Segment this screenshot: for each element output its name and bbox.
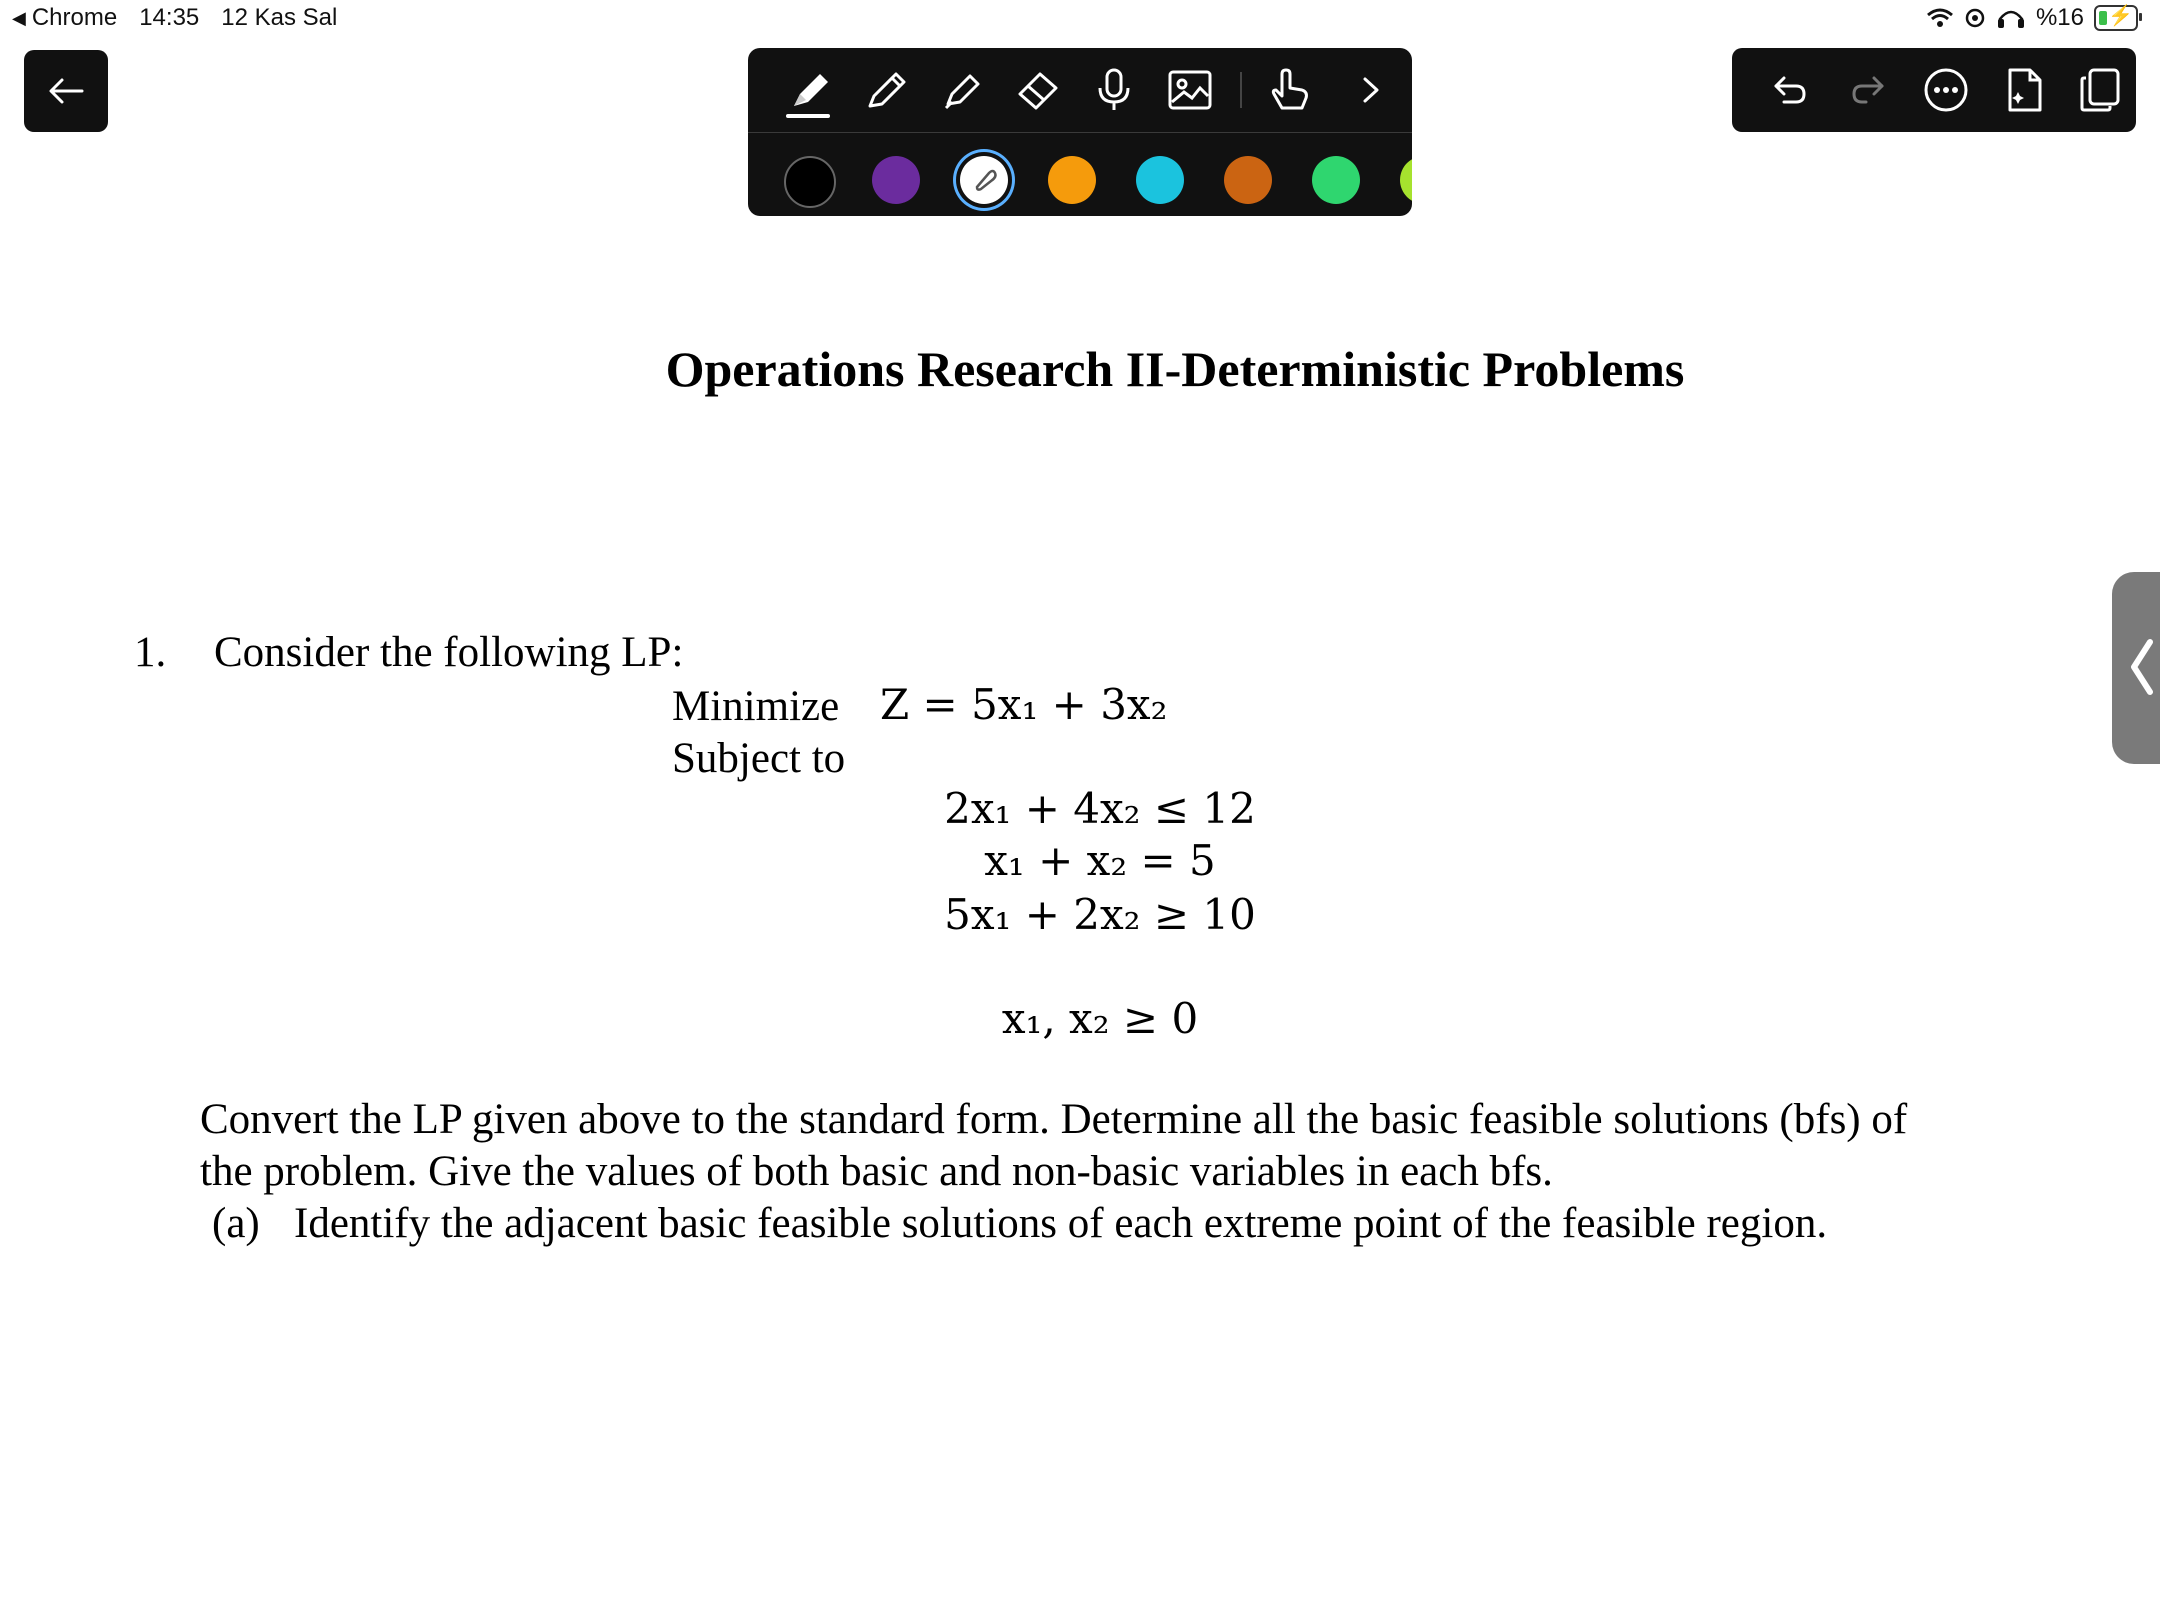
pencil-icon — [862, 66, 910, 114]
redo-icon — [1848, 70, 1888, 110]
back-to-app-link[interactable] — [12, 4, 117, 32]
color-swatch-5[interactable] — [1136, 156, 1184, 204]
subject-to-label: Subject to — [672, 735, 846, 782]
pen-tool-button[interactable] — [784, 64, 836, 116]
microphone-tool-button[interactable] — [1088, 64, 1140, 116]
toolbar-divider — [748, 132, 1412, 133]
instruction-line-2: the problem. Give the values of both basic and non-basic variables in each bfs. — [200, 1148, 1553, 1195]
toolbar-separator — [1240, 72, 1242, 108]
back-app-label: Chrome — [31, 4, 118, 31]
pages-button[interactable] — [2072, 62, 2128, 118]
color-swatch-1[interactable] — [784, 156, 836, 208]
pencil-tool-button[interactable] — [860, 64, 912, 116]
objective-keyword: Minimize — [672, 683, 840, 730]
nonnegativity-constraint: x₁, x₂ ≥ 0 — [1001, 994, 1199, 1043]
more-tools-button[interactable] — [1344, 64, 1396, 116]
question-number: 1. — [134, 629, 167, 676]
eraser-tool-button[interactable] — [1012, 64, 1064, 116]
microphone-icon — [1090, 66, 1138, 114]
undo-button[interactable] — [1762, 62, 1818, 118]
color-swatch-3[interactable] — [960, 156, 1008, 204]
selected-tool-indicator — [786, 114, 830, 118]
color-swatch-4[interactable] — [1048, 156, 1096, 204]
undo-icon — [1770, 70, 1810, 110]
marker-icon — [938, 66, 986, 114]
color-swatch-7[interactable] — [1312, 156, 1360, 204]
side-panel-handle[interactable] — [2112, 572, 2160, 764]
instruction-line-1: Convert the LP given above to the standard form. Determine all the basic feasible solutions (bfs) of — [200, 1096, 1908, 1143]
pages-icon — [2076, 66, 2124, 114]
more-options-button[interactable] — [1918, 62, 1974, 118]
sub-question-text: Identify the adjacent basic feasible solutions of each extreme point of the feasible region. — [294, 1200, 1828, 1247]
color-palette — [748, 136, 1412, 216]
constraint-2: x₁ + x₂ = 5 — [984, 836, 1216, 885]
sub-question-a — [212, 1198, 1827, 1250]
edit-color-icon — [960, 156, 1008, 204]
image-icon — [1166, 66, 1214, 114]
battery-percent: %16 — [2035, 4, 2084, 31]
pen-toolbar — [748, 48, 1412, 216]
redo-button[interactable] — [1840, 62, 1896, 118]
wifi-icon — [1926, 7, 1954, 29]
pen-icon — [786, 66, 834, 114]
touch-tool-button[interactable] — [1264, 64, 1316, 116]
location-icon — [1964, 7, 1986, 29]
document-sparkle-icon — [2000, 66, 2048, 114]
constraint-1: 2x₁ + 4x₂ ≤ 12 — [944, 784, 1256, 833]
battery-icon: ⚡ — [2094, 5, 2138, 31]
constraint-3: 5x₁ + 2x₂ ≥ 10 — [944, 890, 1256, 939]
more-icon — [1922, 66, 1970, 114]
eraser-icon — [1014, 66, 1062, 114]
marker-tool-button[interactable] — [936, 64, 988, 116]
status-time: 14:35 — [139, 4, 200, 31]
status-date: 12 Kas Sal — [221, 4, 338, 31]
question-intro: Consider the following LP: — [214, 629, 684, 676]
chevron-right-icon — [1355, 75, 1385, 105]
chevron-left-icon — [2128, 638, 2154, 696]
color-swatch-8[interactable] — [1400, 156, 1412, 204]
objective-function: Z = 5x₁ + 3x₂ — [880, 680, 1168, 729]
headphones-icon — [1996, 7, 2026, 29]
back-button[interactable] — [24, 50, 108, 132]
ai-document-button[interactable] — [1996, 62, 2052, 118]
arrow-left-icon — [46, 75, 86, 107]
status-bar — [0, 0, 2160, 40]
image-tool-button[interactable] — [1164, 64, 1216, 116]
document-title: Operations Research II-Deterministic Problems — [665, 341, 1685, 397]
color-swatch-2[interactable] — [872, 156, 920, 204]
back-triangle-icon: ◀ — [12, 7, 26, 28]
sub-question-label: (a) — [212, 1200, 260, 1247]
hand-touch-icon — [1266, 66, 1314, 114]
document-actions-toolbar — [1732, 48, 2136, 132]
color-swatch-6[interactable] — [1224, 156, 1272, 204]
